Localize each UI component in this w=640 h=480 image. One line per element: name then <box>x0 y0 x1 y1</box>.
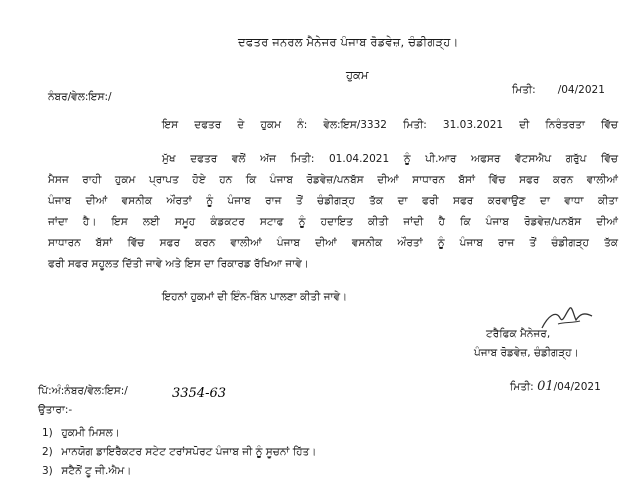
body-line-3: ਪੰਜਾਬ ਦੀਆਂ ਵਸਨੀਕ ਔਰਤਾਂ ਨੂੰ ਪੰਜਾਬ ਰਾਜ ਤੋਂ ਚੰਡੀਗੜ੍ਹ ਤੱਕ ਦਾ ਫਰੀ ਸਫਰ ਕਰਵਾਉਣ ਦਾ ਵਾਧਾ ਕੀਤਾ <box>48 195 618 207</box>
list-item-text: ਹੁਕਮੀ ਮਿਸਲ। <box>61 427 120 439</box>
reference-number: ਨੰਬਰ/ਵੇਲ:ਇਸ:/ <box>48 91 112 103</box>
body-line-1: ਮੁੱਖ ਦਫਤਰ ਵਲੋਂ ਅੱਜ ਮਿਤੀ: 01.04.2021 ਨੂੰ ਪੀ.ਆਰ ਅਫਸਰ ਵੱਟਸਐਪ ਗਰੁੱਪ ਵਿੱਚ <box>162 153 618 165</box>
endorsement-reference: ਪਿੱ:ਅੰ:ਨੰਬਰ/ਵੇਲ:ਇਸ:/ <box>38 385 128 397</box>
signatory-org: ਪੰਜਾਬ ਰੋਡਵੇਜ਼, ਚੰਡੀਗੜ੍ਹ। <box>474 347 579 359</box>
list-item <box>42 426 120 440</box>
list-item-text: ਮਾਨਯੋਗ ਡਾਇਰੈਕਟਰ ਸਟੇਟ ਟਰਾਂਸਪੋਰਟ ਪੰਜਾਬ ਜੀ ਨੂੰ ਸੂਚਨਾਂ ਹਿੱਤ। <box>61 446 317 458</box>
office-title: ਦਫਤਰ ਜਨਰਲ ਮੈਨੇਜਰ ਪੰਜਾਬ ਰੋਡਵੇਜ਼, ਚੰਡੀਗੜ੍ਹ। <box>238 35 459 49</box>
body-line-2: ਮੈਸਜ ਰਾਹੀ ਹੁਕਮ ਪ੍ਰਾਪਤ ਹੋਏ ਹਨ ਕਿ ਪੰਜਾਬ ਰੋਡਵੇਜ਼/ਪਨਬੱਸ ਦੀਆਂ ਸਾਧਾਰਨ ਬੱਸਾਂ ਵਿੱਚ ਸਫਰ ਕਰਨ ਵਾਲੀਆਂ <box>48 174 618 186</box>
paragraph-continuation: ਇਸ ਦਫਤਰ ਦੇ ਹੁਕਮ ਨੰ: ਵੇਲ:ਇਸ/3332 ਮਿਤੀ: 31.03.2021 ਦੀ ਨਿਰੰਤਰਤਾ ਵਿੱਚ <box>162 119 618 131</box>
list-item-number: 2) <box>42 446 53 458</box>
date-top <box>512 83 605 97</box>
endorsement-date-label: ਮਿਤੀ: <box>510 381 534 393</box>
handwritten-number <box>168 380 276 402</box>
list-item-text: ਸਟੈਨੋਂ ਟੂ ਜੀ.ਐਮ। <box>61 465 132 477</box>
compliance-line: ਇਹਨਾਂ ਹੁਕਮਾਂ ਦੀ ਇੰਨ-ਬਿੰਨ ਪਾਲਣਾ ਕੀਤੀ ਜਾਵੇ। <box>162 291 348 303</box>
body-line-5: ਸਾਧਾਰਨ ਬੱਸਾਂ ਵਿੱਚ ਸਫਰ ਕਰਨ ਵਾਲੀਆਂ ਪੰਜਾਬ ਦੀਆਂ ਵਸਨੀਕ ਔਰਤਾਂ ਨੂੰ ਪੰਜਾਬ ਰਾਜ ਤੋਂ ਚੰਡੀਗੜ੍ਹ ਤੱਕ <box>48 237 618 249</box>
endorsement-date <box>510 380 601 394</box>
endorsement-date-rest: /04/2021 <box>553 381 601 393</box>
list-item-number: 1) <box>42 427 53 439</box>
signatory-title: ਟਰੈਫਿਕ ਮੈਨੇਜਰ, <box>486 328 551 340</box>
order-heading: ਹੁਕਮ <box>346 68 369 82</box>
list-item-number: 3) <box>42 465 53 477</box>
handwritten-number-text: 3354-63 <box>172 386 227 401</box>
date-label: ਮਿਤੀ: <box>512 84 536 96</box>
body-line-6: ਫਰੀ ਸਫਰ ਸਹੂਲਤ ਦਿੱਤੀ ਜਾਵੇ ਅਤੇ ਇਸ ਦਾ ਰਿਕਾਰਡ ਰੱਖਿਆ ਜਾਵੇ। <box>48 258 309 270</box>
list-item <box>42 445 316 459</box>
copy-to-label: ਉਤਾਰਾ:- <box>38 404 73 416</box>
list-item <box>42 464 131 478</box>
date-value: /04/2021 <box>557 84 605 96</box>
body-line-4: ਜਾਂਦਾ ਹੈ। ਇਸ ਲਈ ਸਮੂਹ ਕੰਡਕਟਰ ਸਟਾਫ ਨੂੰ ਹਦਾਇਤ ਕੀਤੀ ਜਾਂਦੀ ਹੈ ਕਿ ਪੰਜਾਬ ਰੋਡਵੇਜ਼/ਪਨਬੱਸ ਦੀਆਂ <box>48 216 618 228</box>
endorsement-date-day: 01 <box>537 379 554 394</box>
